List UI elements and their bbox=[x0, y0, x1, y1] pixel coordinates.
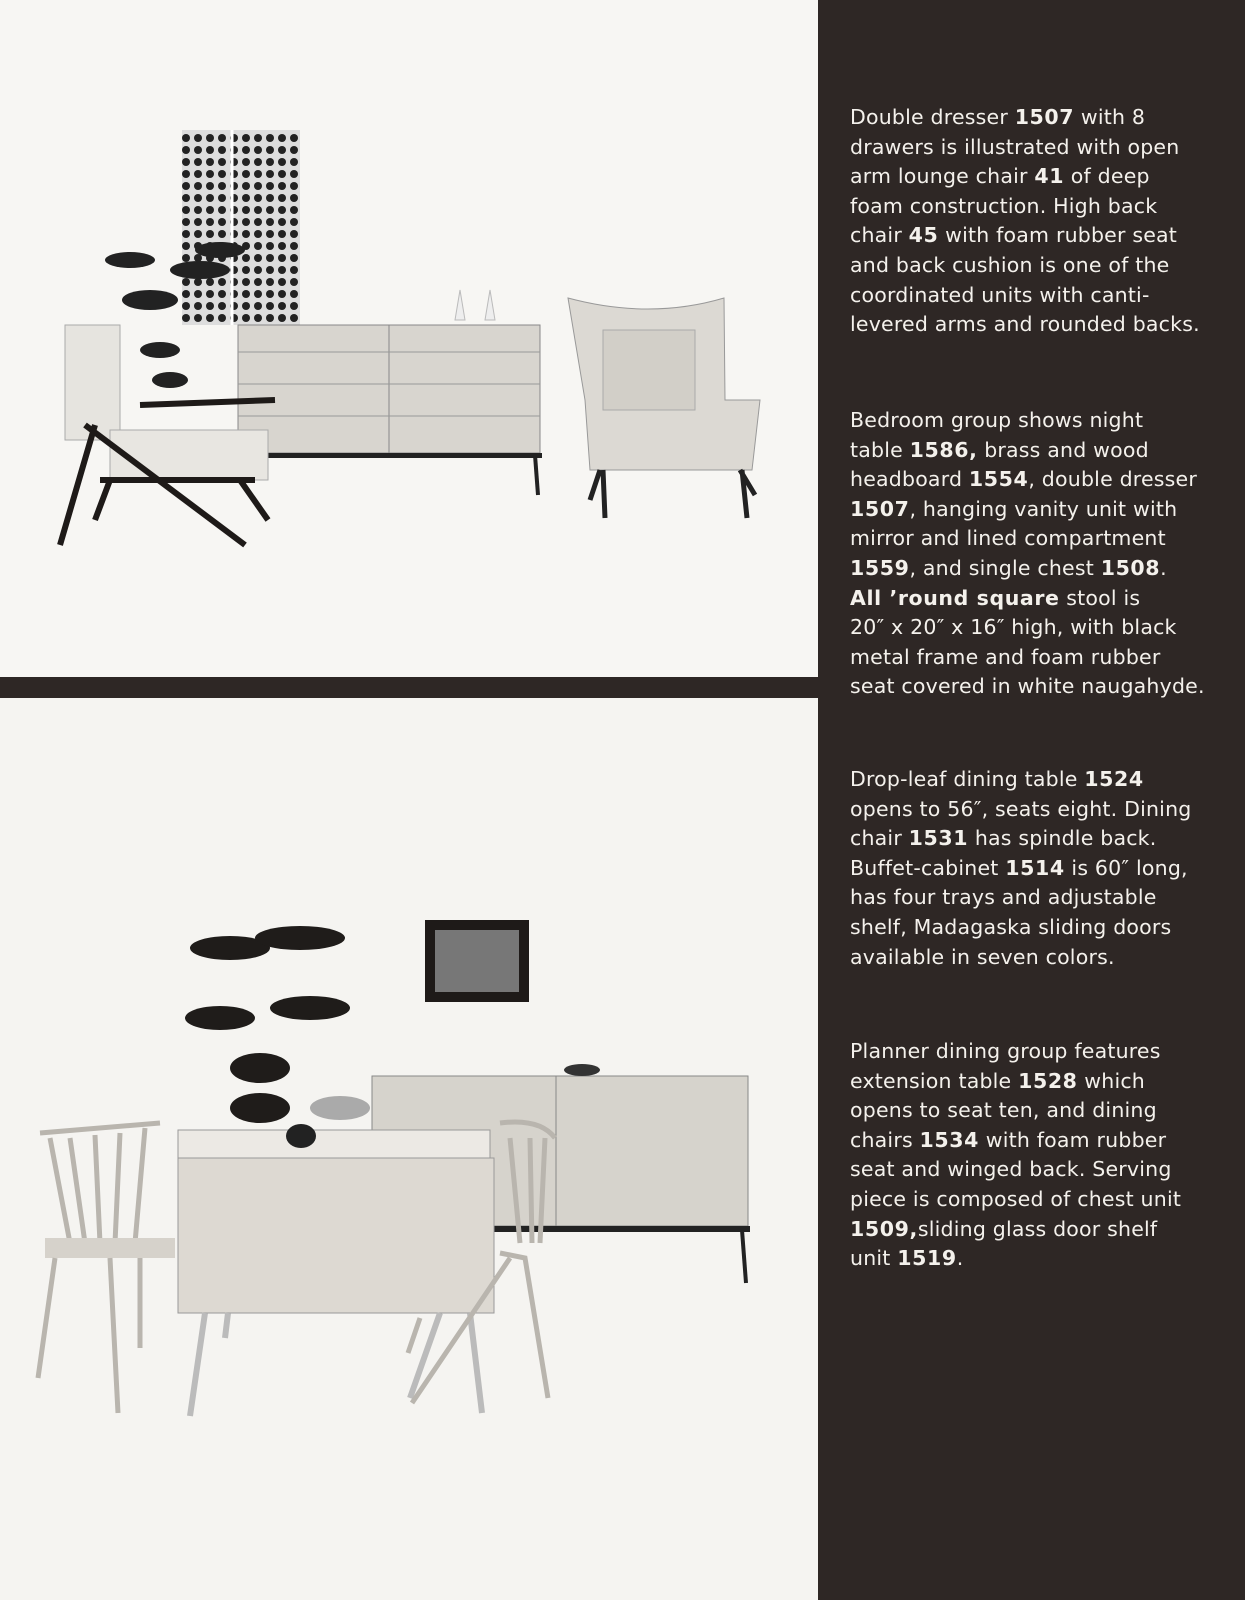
model-number: 1524 bbox=[1084, 767, 1144, 791]
model-number: 45 bbox=[908, 223, 939, 248]
caption-text: and back cushion is one of the bbox=[850, 252, 1170, 277]
caption-line bbox=[850, 251, 1200, 281]
caption-line bbox=[850, 162, 1200, 192]
caption-line bbox=[850, 672, 1205, 702]
folding-screen bbox=[182, 130, 300, 325]
caption-text: has four trays and adjustable bbox=[850, 885, 1157, 910]
caption-text: , and single chest bbox=[909, 555, 1101, 580]
caption-text: headboard bbox=[850, 467, 969, 492]
caption-text: Planner dining group features bbox=[850, 1039, 1161, 1063]
model-number: 41 bbox=[1034, 164, 1065, 189]
caption-line bbox=[850, 913, 1191, 943]
caption-text: chairs bbox=[850, 1127, 920, 1152]
caption-line bbox=[850, 1126, 1181, 1156]
model-number: 1528 bbox=[1018, 1068, 1078, 1093]
model-number: 1534 bbox=[919, 1127, 980, 1152]
caption-planner-dining-group bbox=[850, 1037, 1181, 1274]
caption-text: drawers is illustrated with open bbox=[850, 134, 1180, 159]
caption-line bbox=[850, 1215, 1181, 1245]
caption-text: metal frame and foam rubber bbox=[850, 644, 1161, 669]
photo-dining-furniture bbox=[0, 698, 818, 1600]
model-number: 1559 bbox=[850, 555, 910, 580]
caption-line bbox=[850, 883, 1191, 913]
fruit-bowl bbox=[310, 1096, 370, 1120]
caption-text: mirror and lined compartment bbox=[850, 526, 1166, 551]
caption-bedroom-group bbox=[850, 406, 1205, 702]
caption-line bbox=[850, 795, 1191, 825]
caption-text: with foam rubber seat bbox=[938, 223, 1178, 248]
caption-text: chair bbox=[850, 826, 909, 851]
model-number: 1507 bbox=[1014, 105, 1075, 129]
caption-text: has spindle back. bbox=[968, 826, 1157, 851]
caption-line bbox=[850, 406, 1205, 436]
caption-text: coordinated units with canti- bbox=[850, 282, 1150, 307]
model-number: 1507 bbox=[850, 496, 910, 521]
caption-text: chair bbox=[850, 223, 909, 248]
caption-line bbox=[850, 495, 1205, 525]
caption-text: foam construction. High back bbox=[850, 193, 1158, 218]
caption-line bbox=[850, 613, 1205, 643]
caption-line bbox=[850, 465, 1205, 495]
caption-text: table bbox=[850, 437, 910, 462]
caption-line bbox=[850, 824, 1191, 854]
double-dresser bbox=[238, 325, 542, 495]
caption-text: Bedroom group shows night bbox=[850, 408, 1144, 432]
caption-text: . bbox=[1160, 555, 1167, 580]
caption-drop-leaf-dining bbox=[850, 765, 1191, 972]
high-back-chair bbox=[568, 298, 760, 518]
caption-line bbox=[850, 1155, 1181, 1185]
caption-text: which bbox=[1077, 1068, 1145, 1093]
caption-text: brass and wood bbox=[977, 437, 1149, 462]
caption-text: Double dresser bbox=[850, 105, 1015, 129]
caption-text: piece is composed of chest unit bbox=[850, 1186, 1182, 1211]
model-number: 1508 bbox=[1100, 555, 1161, 580]
caption-dresser-lounge-chair bbox=[850, 103, 1200, 340]
caption-text: Buffet-cabinet bbox=[850, 855, 1006, 880]
model-number: 1509, bbox=[850, 1216, 918, 1241]
caption-line bbox=[850, 281, 1200, 311]
caption-text: extension table bbox=[850, 1068, 1019, 1093]
caption-text: is 60″ long, bbox=[1064, 855, 1188, 880]
spindle-dining-chair bbox=[38, 1123, 175, 1413]
model-number: 1519 bbox=[897, 1246, 957, 1271]
caption-text: levered arms and rounded backs. bbox=[850, 312, 1200, 337]
caption-text: seat covered in white naugahyde. bbox=[850, 674, 1205, 699]
caption-text: shelf, Madagaska sliding doors bbox=[850, 914, 1172, 939]
caption-text: , hanging vanity unit with bbox=[909, 496, 1178, 521]
drop-leaf-table bbox=[178, 1130, 494, 1416]
caption-line bbox=[850, 643, 1205, 673]
caption-text: , double dresser bbox=[1028, 467, 1197, 492]
caption-line bbox=[850, 310, 1200, 340]
furniture-photo-illustration bbox=[0, 0, 818, 677]
caption-text: opens to 56″, seats eight. Dining bbox=[850, 796, 1192, 821]
caption-line bbox=[850, 854, 1191, 884]
photo-bedroom-furniture bbox=[0, 0, 818, 677]
caption-text: 20″ x 20″ x 16″ high, with black bbox=[850, 615, 1177, 640]
caption-line bbox=[850, 554, 1205, 584]
model-number: All ’round square bbox=[850, 585, 1060, 610]
caption-line bbox=[850, 765, 1191, 795]
caption-line bbox=[850, 1096, 1181, 1126]
caption-text: with foam rubber bbox=[979, 1127, 1167, 1152]
caption-line bbox=[850, 1067, 1181, 1097]
caption-text: with 8 bbox=[1074, 105, 1146, 129]
caption-line bbox=[850, 943, 1191, 973]
caption-line bbox=[850, 1244, 1181, 1274]
caption-line bbox=[850, 103, 1200, 133]
caption-line bbox=[850, 1037, 1181, 1067]
caption-line bbox=[850, 524, 1205, 554]
caption-line bbox=[850, 192, 1200, 222]
caption-text: arm lounge chair bbox=[850, 164, 1035, 189]
caption-text: sliding glass door shelf bbox=[917, 1216, 1158, 1241]
model-number: 1586, bbox=[909, 437, 978, 462]
caption-text: . bbox=[956, 1246, 964, 1271]
caption-text: seat and winged back. Serving bbox=[850, 1157, 1172, 1182]
model-number: 1514 bbox=[1005, 855, 1065, 880]
caption-text: stool is bbox=[1059, 585, 1141, 610]
caption-text: available in seven colors. bbox=[850, 944, 1115, 969]
caption-text: Drop-leaf dining table bbox=[850, 767, 1085, 791]
caption-text: of deep bbox=[1064, 164, 1150, 189]
caption-line bbox=[850, 221, 1200, 251]
caption-line bbox=[850, 584, 1205, 614]
plant bbox=[185, 926, 350, 1123]
caption-line bbox=[850, 436, 1205, 466]
caption-text: opens to seat ten, and dining bbox=[850, 1098, 1157, 1123]
caption-text: unit bbox=[850, 1246, 898, 1271]
caption-line bbox=[850, 1185, 1181, 1215]
model-number: 1554 bbox=[968, 467, 1029, 492]
dining-photo-illustration bbox=[0, 698, 818, 1600]
model-number: 1531 bbox=[908, 826, 969, 851]
caption-line bbox=[850, 133, 1200, 163]
